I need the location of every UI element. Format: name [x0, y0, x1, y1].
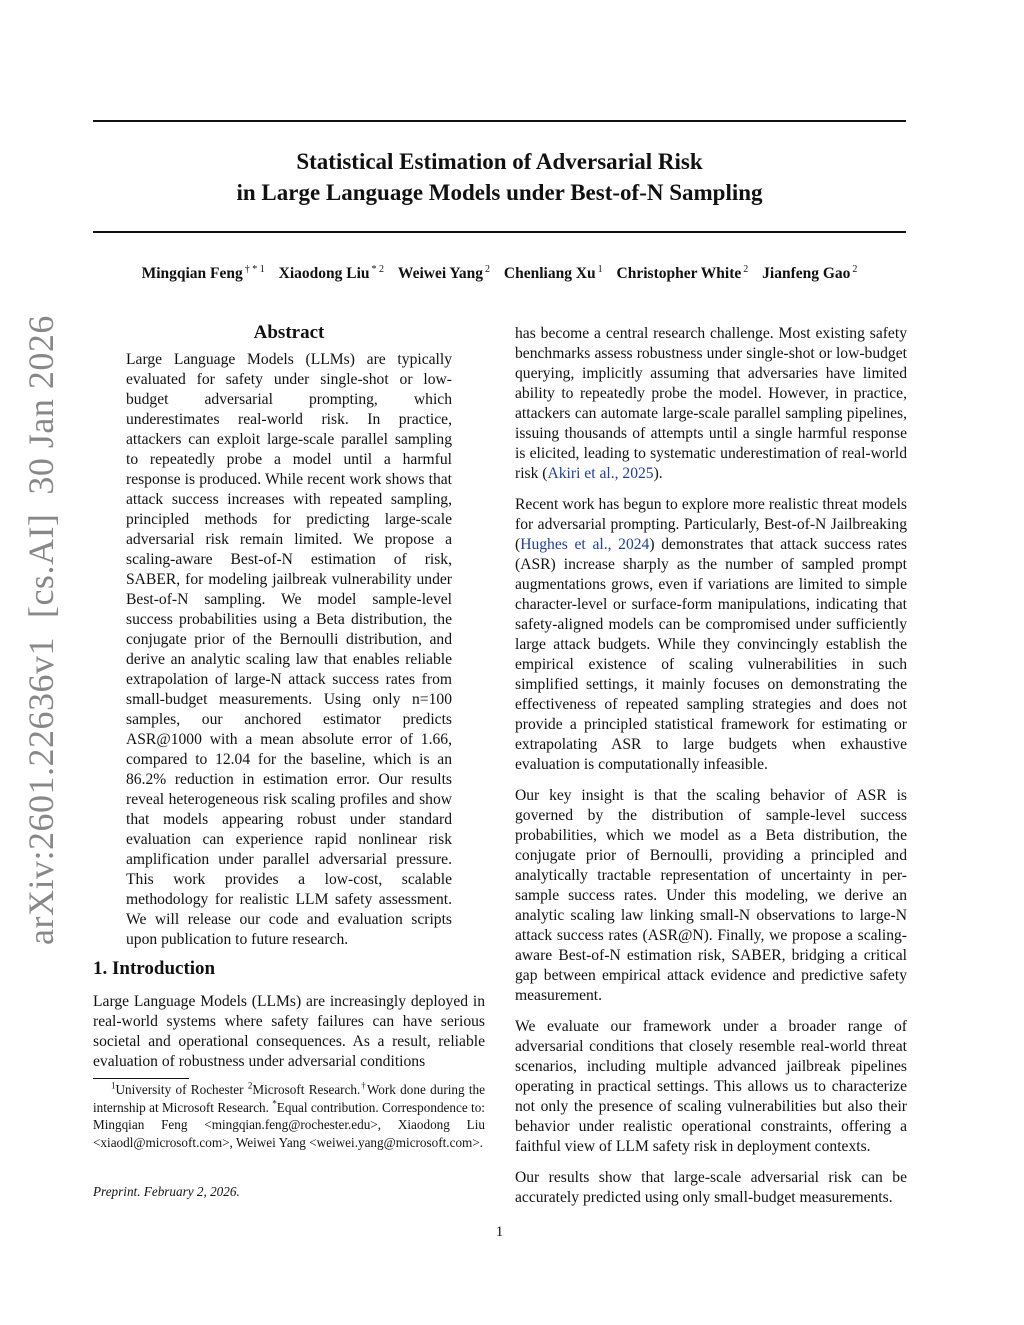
abstract-heading: Abstract: [253, 322, 325, 343]
paragraph: has become a central research challenge. Most existing safety benchmarks assess robustness under single-shot or low-budget querying, implicitly assuming that adversaries have limited ability to repeatedly probe the model. However, in practice, attackers can automate large-scale parallel sampling pipelines, issuing thousands of attempts until a single harmful response is elicited, leading to systematic underestimation of real-world risk (Akiri et al., 2025).: [515, 325, 907, 482]
preprint-note: Preprint. February 2, 2026.: [93, 1184, 240, 1199]
paragraph: Our results show that large-scale adversarial risk can be accurately predicted using only small-budget measurements.: [515, 1169, 907, 1206]
footnote: $^1$University of Rochester $^2$Microsoft Research.†Work done during the internship at Microsoft Research. *Equal contribution. Correspondence to: Mingqian Feng <mingqian.feng@rochester.edu>, Xiaodong Liu <xiaodl@microsoft.com>, Weiwei Yang <weiwei.yang@microsoft.com>.: [93, 1080, 486, 1150]
abstract-text: Large Language Models (LLMs) are typically evaluated for safety under single-shot or low-budget adversarial prompting, which underestimates real-world risk. In practice, attackers can exploit large-scale parallel sampling to repeatedly probe a model until a harmful response is produced. While recent work shows that attack success increases with repeated sampling, principled methods for predicting large-scale adversarial risk remain limited. We propose a scaling-aware Best-of-N estimation of risk, SABER, for modeling jailbreak vulnerability under Best-of-N sampling. We model sample-level success probabilities using a Beta distribution, the conjugate prior of the Bernoulli distribution, and derive an analytic scaling law that enables reliable extrapolation of large-N attack success rates from small-budget measurements. Using only n=100 samples, our anchored estimator predicts ASR@1000 with a mean absolute error of 1.66, compared to 12.04 for the baseline, which is an 86.2% reduction in estimation error. Our results reveal heterogeneous risk scaling profiles and show that models appearing robust under standard evaluation can experience rapid nonlinear risk amplification under parallel adversarial pressure. This work provides a low-cost, scalable methodology for realistic LLM safety assessment. We will release our code and evaluation scripts upon publication to future research.: [126, 351, 452, 948]
author-list: [93, 265, 906, 283]
author: Weiwei Yang $^2$: [397, 264, 491, 282]
footnote-rule: [93, 1078, 189, 1079]
arxiv-watermark: arXiv:2601.22636v1 [cs.AI] 30 Jan 2026: [21, 315, 61, 945]
right-column: [515, 324, 907, 1219]
paragraph: We evaluate our framework under a broader range of adversarial conditions that closely resemble real-world threat scenarios, including multiple advanced jailbreak pipelines operating in practical settings. This allows us to characterize not only the presence of scaling vulnerabilities but also their behavior under realistic operational constraints, offering a faithful view of LLM safety risk in deployment contexts.: [515, 1018, 907, 1155]
title-line-1: Statistical Estimation of Adversarial Risk: [296, 149, 703, 174]
author: Mingqian Feng $^{\dagger * 1}$: [141, 264, 265, 282]
author: Jianfeng Gao $^2$: [762, 264, 858, 282]
paper-title: [93, 146, 906, 208]
title-bottom-rule: [93, 231, 906, 233]
introduction-text: Large Language Models (LLMs) are increasingly deployed in real-world systems where safety failures can have serious societal and operational consequences. As a result, reliable evaluation of robustness under adversarial conditions: [93, 993, 485, 1070]
section-heading-introduction: 1. Introduction: [93, 958, 216, 979]
page-number: 1: [495, 1224, 504, 1240]
author: Christopher White $^2$: [616, 264, 749, 282]
citation-link[interactable]: Akiri et al., 2025: [547, 465, 654, 482]
citation-link[interactable]: Hughes et al., 2024: [520, 536, 650, 553]
author: Chenliang Xu $^1$: [503, 264, 603, 282]
top-rule: [93, 120, 906, 122]
paragraph: Our key insight is that the scaling behavior of ASR is governed by the distribution of sample-level success probabilities, which we model as a Beta distribution, the conjugate prior of Bernoulli, providing a principled and analytically tractable representation of uncertainty in per-sample success rates. Under this modeling, we derive an analytic scaling law linking small-N observations to large-N attack success rates (ASR@N). Finally, we propose a scaling-aware Best-of-N estimation risk, SABER, bridging a critical gap between empirical attack evidence and predictive safety measurement.: [515, 787, 907, 1004]
paragraph: Recent work has begun to explore more realistic threat models for adversarial prompting. Particularly, Best-of-N Jailbreaking (Hughes et al., 2024) demonstrates that attack success rates (ASR) increase sharply as the number of sampled prompt augmentations grows, even if variations are limited to simple character-level or surface-form manipulations, indicating that safety-aligned models can be compromised under sufficiently large attack budgets. While they convincingly establish the empirical existence of scaling vulnerabilities in such simplified settings, it mainly focuses on demonstrating the effectiveness of repeated sampling strategies and does not provide a principled statistical framework for estimating or extrapolating ASR to large budgets when exhaustive evaluation is computationally infeasible.: [515, 496, 907, 773]
author: Xiaodong Liu $^{* 2}$: [278, 264, 385, 282]
title-line-2: in Large Language Models under Best-of-N Sampling: [236, 180, 763, 205]
